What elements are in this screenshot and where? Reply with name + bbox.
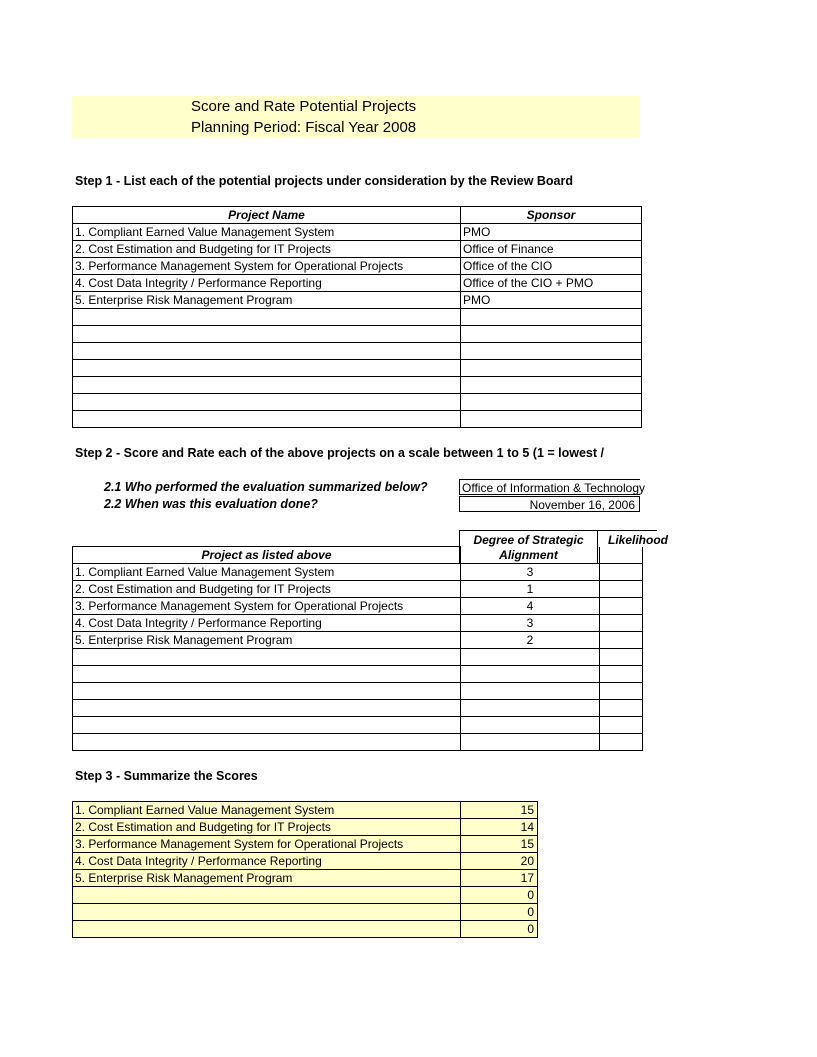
alignment-score-cell: 3 [461,615,600,632]
summary-score-cell: 15 [461,802,538,819]
project-name-cell [73,360,461,377]
step1-text: - List each of the potential projects under consideration by the Review Board [112,174,574,188]
project-name-cell: 3. Performance Management System for Operational Projects [73,258,461,275]
table-row [73,632,643,649]
sponsor-cell: Office of the CIO [461,258,642,275]
project-name-cell [73,377,461,394]
question-when: 2.2 When was this evaluation done? [104,497,318,511]
summary-project-cell: 1. Compliant Earned Value Management System [73,802,461,819]
step1-table-wrap [72,206,640,428]
project-cell: 2. Cost Estimation and Budgeting for IT Projects [73,581,461,598]
table-row [73,666,643,683]
summary-row [73,853,538,870]
table-row [73,734,643,751]
col-likelihood-label: Likelihood [608,533,668,547]
summary-project-cell [73,887,461,904]
step2-heading [75,446,640,460]
summary-score-cell: 20 [461,853,538,870]
alignment-score-cell [461,717,600,734]
project-cell: 4. Cost Data Integrity / Performance Reporting [73,615,461,632]
step3-heading [75,769,258,783]
summary-row [73,887,538,904]
sponsor-cell [461,343,642,360]
col-sponsor: Sponsor [461,207,642,224]
sponsor-cell [461,394,642,411]
project-name-cell [73,394,461,411]
col-alignment-line2: Alignment [499,548,558,562]
table-row [73,394,642,411]
summary-score-cell: 0 [461,904,538,921]
likelihood-score-cell [600,581,643,598]
table-row [73,649,643,666]
summary-score-cell: 0 [461,887,538,904]
table-row [73,377,642,394]
col-project-name: Project Name [73,207,461,224]
likelihood-score-cell [600,598,643,615]
sponsor-cell [461,411,642,428]
project-cell [73,683,461,700]
project-cell: 5. Enterprise Risk Management Program [73,632,461,649]
alignment-score-cell [461,683,600,700]
table-row [73,700,643,717]
alignment-score-cell: 3 [461,564,600,581]
project-cell [73,700,461,717]
likelihood-score-cell [600,683,643,700]
table-row [73,292,642,309]
summary-project-cell: 4. Cost Data Integrity / Performance Reporting [73,853,461,870]
col-alignment-spacer [461,547,600,564]
step3-text: - Summarize the Scores [112,769,258,783]
summary-score-cell: 15 [461,836,538,853]
summary-project-cell [73,921,461,938]
sponsor-cell [461,326,642,343]
step2-label: Step 2 [75,446,113,460]
table-row [73,411,642,428]
likelihood-score-cell [600,734,643,751]
step1-heading [75,174,573,188]
summary-row [73,802,538,819]
alignment-score-cell: 1 [461,581,600,598]
table-row [73,275,642,292]
step2-text: - Score and Rate each of the above projects on a scale between 1 to 5 (1 = lowest / [112,446,604,460]
project-cell: 1. Compliant Earned Value Management System [73,564,461,581]
summary-score-cell: 0 [461,921,538,938]
sponsor-cell [461,309,642,326]
project-name-cell [73,309,461,326]
sponsor-cell: Office of Finance [461,241,642,258]
project-cell [73,717,461,734]
project-name-cell [73,343,461,360]
sponsor-cell: Office of the CIO + PMO [461,275,642,292]
likelihood-score-cell [600,615,643,632]
summary-row [73,904,538,921]
step3-table [72,801,538,938]
likelihood-score-cell [600,717,643,734]
table-row [73,258,642,275]
step3-table-wrap [72,801,538,938]
project-cell [73,734,461,751]
table-row [73,224,642,241]
table-row [73,615,643,632]
summary-row [73,921,538,938]
answer-when: November 16, 2006 [459,496,640,512]
table-row [73,683,643,700]
summary-project-cell: 2. Cost Estimation and Budgeting for IT Projects [73,819,461,836]
alignment-score-cell: 4 [461,598,600,615]
project-cell [73,649,461,666]
step1-label: Step 1 [75,174,113,188]
alignment-score-cell [461,700,600,717]
table-row [73,326,642,343]
likelihood-score-cell [600,700,643,717]
project-name-cell [73,326,461,343]
col-likelihood-spacer [600,547,643,564]
col-project-as-listed: Project as listed above [73,547,461,564]
summary-row [73,836,538,853]
alignment-score-cell [461,649,600,666]
sponsor-cell: PMO [461,224,642,241]
step2-table-wrap [72,530,668,751]
summary-project-cell: 5. Enterprise Risk Management Program [73,870,461,887]
alignment-score-cell: 2 [461,632,600,649]
table-row [73,564,643,581]
project-cell [73,666,461,683]
summary-row [73,819,538,836]
likelihood-score-cell [600,666,643,683]
project-name-cell: 5. Enterprise Risk Management Program [73,292,461,309]
likelihood-score-cell [600,649,643,666]
summary-row [73,870,538,887]
step3-label: Step 3 [75,769,113,783]
sponsor-cell [461,360,642,377]
question-who: 2.1 Who performed the evaluation summarized below? [104,480,428,494]
alignment-score-cell [461,666,600,683]
step1-table [72,206,642,428]
table-row [73,360,642,377]
summary-project-cell: 3. Performance Management System for Operational Projects [73,836,461,853]
sponsor-cell: PMO [461,292,642,309]
project-name-cell: 2. Cost Estimation and Budgeting for IT Projects [73,241,461,258]
table-row [73,717,643,734]
alignment-score-cell [461,734,600,751]
step2-table [72,546,643,751]
answer-who: Office of Information & Technology [459,479,640,495]
table-row [73,309,642,326]
project-name-cell [73,411,461,428]
project-cell: 3. Performance Management System for Operational Projects [73,598,461,615]
page-title: Score and Rate Potential Projects [191,98,417,115]
project-name-cell: 1. Compliant Earned Value Management System [73,224,461,241]
table-row [73,598,643,615]
col-alignment-line1: Degree of Strategic [473,533,584,547]
summary-score-cell: 14 [461,819,538,836]
table-row [73,581,643,598]
summary-score-cell: 17 [461,870,538,887]
table-row [73,343,642,360]
planning-period: Planning Period: Fiscal Year 2008 [191,119,417,136]
likelihood-score-cell [600,564,643,581]
sponsor-cell [461,377,642,394]
summary-project-cell [73,904,461,921]
project-name-cell: 4. Cost Data Integrity / Performance Reporting [73,275,461,292]
likelihood-score-cell [600,632,643,649]
table-row [73,241,642,258]
